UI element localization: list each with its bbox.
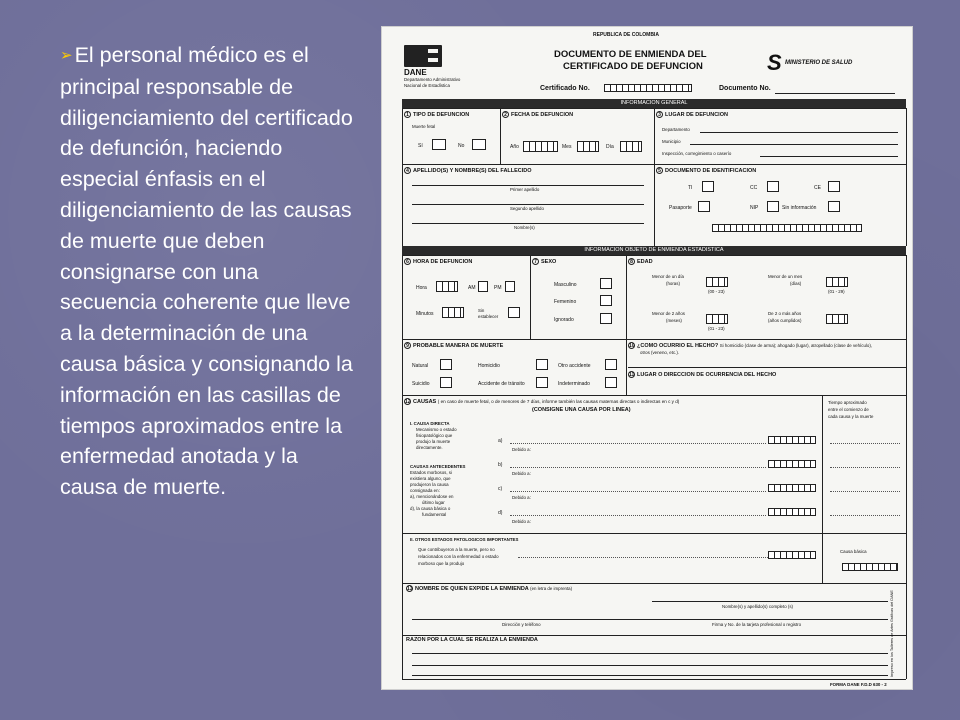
s9-otro-label: Otro accidente: [558, 363, 591, 369]
s12-directa-3: produjo la muerte: [416, 439, 451, 444]
s7-i-checkbox[interactable]: [600, 313, 612, 324]
s12-antec-4: consignada en:: [410, 488, 440, 493]
s13-nombre-label: Nombre(s) y apellido(s) completo (s): [722, 604, 794, 609]
s7-f-label: Femenino: [554, 299, 577, 305]
s12-directa-4: directamente.: [416, 445, 443, 450]
s12-header: 12 CAUSAS ( en caso de muerte fetal, o de menores de 7 días, informe también las causas maternas directas o indirectas en c y d): [405, 399, 680, 405]
s3-dep-label: Departamento: [662, 127, 690, 132]
doc-no-label: Documento No.: [719, 85, 771, 92]
s1-no-label: No: [458, 143, 465, 149]
s5-header: 5 DOCUMENTO DE IDENTIFICACION: [656, 167, 756, 174]
s5-nip-checkbox[interactable]: [767, 201, 779, 212]
cause-a-debido: Debido a:: [512, 447, 531, 452]
form-title-line2: CERTIFICADO DE DEFUNCION: [563, 61, 703, 72]
s11-header: 11 LUGAR O DIRECCION DE OCURRENCIA DEL HECHO: [629, 372, 777, 378]
s12-antec-6: último lugar: [422, 500, 445, 505]
causa-basica-field[interactable]: [842, 563, 898, 571]
dane-logo-icon: [404, 45, 442, 67]
s9-acc-label: Accidente de tránsito: [478, 381, 525, 387]
s13-dir-label: Dirección y teléfono: [502, 622, 541, 627]
s8-meses-field[interactable]: [706, 314, 728, 324]
s9-nat-label: Natural: [412, 363, 429, 369]
s9-acc-checkbox[interactable]: [536, 377, 548, 388]
s9-header: 9 PROBABLE MANERA DE MUERTE: [404, 342, 503, 349]
s8-d2a2: (años cumplidos): [768, 318, 802, 323]
s5-number-field[interactable]: [712, 224, 862, 232]
s8-md3: (00 - 23): [708, 289, 725, 294]
s5-ce-checkbox[interactable]: [828, 181, 840, 192]
republic-label: REPUBLICA DE COLOMBIA: [593, 32, 659, 38]
s6-hora-label: Hora: [416, 285, 427, 291]
s6-min-label: Minutos: [416, 311, 434, 317]
s7-i-label: Ignorado: [554, 317, 574, 323]
cert-no-label: Certificado No.: [540, 85, 590, 92]
s12-tiempo-2: entre el comienzo de: [828, 407, 869, 412]
s8-header: 8 EDAD: [628, 258, 653, 265]
s2-anio-field[interactable]: [523, 141, 558, 152]
s8-md2: (horas): [666, 281, 680, 286]
s4-a1-label: Primer apellido: [510, 187, 540, 192]
dane-sub1: Departamento Administrativo: [404, 77, 461, 82]
cause-b-debido: Debido a:: [512, 471, 531, 476]
s2-mes-label: Mes: [562, 144, 572, 150]
s5-cc-label: CC: [750, 185, 758, 191]
form-code: FORMA DANE F.D.D 630 - 2: [830, 682, 887, 687]
cause-d-letter: d): [498, 510, 503, 516]
s8-m2a3: (01 - 23): [708, 326, 725, 331]
dane-sub2: Nacional de Estadística: [404, 83, 450, 88]
s5-pas-checkbox[interactable]: [698, 201, 710, 212]
s12-directa-1: Mecanismo o estado: [416, 427, 457, 432]
s12-antec-0: CAUSAS ANTECEDENTES: [410, 464, 466, 469]
s6-min-field[interactable]: [442, 307, 464, 318]
s14-header: RAZON POR LA CUAL SE REALIZA LA ENMIENDA: [406, 637, 538, 643]
s7-f-checkbox[interactable]: [600, 295, 612, 306]
s6-hora-field[interactable]: [436, 281, 458, 292]
s4-nom-label: Nombre(s): [514, 225, 535, 230]
s9-sui-label: Suicidio: [412, 381, 430, 387]
dane-label: DANE: [404, 68, 427, 77]
s2-dia-label: Día: [606, 144, 614, 150]
cause-c-letter: c): [498, 486, 503, 492]
s12-tiempo-3: cada causa y la muerte: [828, 414, 874, 419]
s7-header: 7 SEXO: [532, 258, 556, 265]
s8-horas-field[interactable]: [706, 277, 728, 287]
ministry-label: MINISTERIO DE SALUD: [785, 60, 853, 66]
s1-si-label: Sí: [418, 143, 423, 149]
s6-header: 6 HORA DE DEFUNCION: [404, 258, 472, 265]
s6-am-checkbox[interactable]: [478, 281, 488, 292]
s2-anio-label: Año: [510, 144, 519, 150]
slide-paragraph: El personal médico es el principal responsable de diligenciamiento del certificado de defunción, haciendo especial énfasis en el diligenciamiento de las causas de muerte que deben consignarse con una secuencia coherente que lleve a la determinación de una causa básica y consignando la información en las casillas de tiempos aproximados entre la enfermedad anotada y la causa de muerte.: [60, 43, 353, 500]
s13-header: 13 NOMBRE DE QUIEN EXPIDE LA ENMIENDA (en letra de imprenta): [407, 586, 573, 592]
s5-sin-checkbox[interactable]: [828, 201, 840, 212]
otros-code[interactable]: [768, 551, 816, 559]
s8-m2a2: (meses): [666, 318, 682, 323]
s12-antec-3: produjeron la causa: [410, 482, 449, 487]
s3-insp-label: Inspección, corregimiento o caserío: [662, 151, 732, 156]
s12-consigne: (CONSIGNE UNA CAUSA POR LINEA): [532, 407, 631, 413]
s8-mm3: (01 - 29): [828, 289, 845, 294]
s12-otros-1: Que contribuyeron a la muerte, pero no: [418, 547, 495, 552]
ministry-logo-icon: S: [767, 50, 782, 75]
cause-b-letter: b): [498, 462, 503, 468]
s12-otros-2: relacionados con la enfermedad o estado: [418, 554, 499, 559]
s8-md1: Menor de un día: [652, 274, 684, 279]
s10-header: 10 ¿COMO OCURRIO EL HECHO? Si homicidio (clase de arma); ahogado (lugar), atropellado (clase de vehículo),: [629, 343, 873, 349]
stats-info-bar: INFORMACION OBJETO DE ENMIENDA ESTADISTICA: [402, 246, 906, 255]
s7-m-label: Masculino: [554, 282, 577, 288]
s5-ce-label: CE: [814, 185, 821, 191]
s4-a2-label: Segundo apellido: [510, 206, 544, 211]
s5-ti-checkbox[interactable]: [702, 181, 714, 192]
s8-anios-field[interactable]: [826, 314, 848, 324]
s1-si-checkbox[interactable]: [432, 139, 446, 150]
s9-hom-label: Homicidio: [478, 363, 500, 369]
s9-ind-checkbox[interactable]: [605, 377, 617, 388]
s2-header: 2 FECHA DE DEFUNCION: [502, 111, 573, 118]
s12-antec-5: a), mencionándose en: [410, 494, 454, 499]
cert-no-field[interactable]: [604, 84, 692, 92]
s12-basica: Causa básica: [840, 549, 867, 554]
s10-desc2: otros (veneno, etc.).: [640, 350, 680, 355]
s8-mm1: Menor de un mes: [768, 274, 803, 279]
s12-tiempo-1: Tiempo aproximado: [828, 400, 867, 405]
bullet-arrow-icon: ➢: [60, 47, 73, 64]
cause-d-debido: Debido a:: [512, 519, 531, 524]
s6-pm-label: PM: [494, 285, 502, 291]
s5-sin-label: Sin información: [782, 205, 817, 211]
s13-firma-label: Firma y No. de la tarjeta profesional o registro: [712, 622, 802, 627]
s4-header: 4 APELLIDO(S) Y NOMBRE(S) DEL FALLECIDO: [404, 167, 532, 174]
s5-cc-checkbox[interactable]: [767, 181, 779, 192]
s5-ti-label: TI: [688, 185, 693, 191]
s9-otro-checkbox[interactable]: [605, 359, 617, 370]
s2-dia-field[interactable]: [620, 141, 642, 152]
slide-text: [60, 40, 360, 503]
form-title-line1: DOCUMENTO DE ENMIENDA DEL: [554, 49, 707, 60]
s8-mm2: (días): [790, 281, 802, 286]
s8-m2a1: Menor de 2 años: [652, 311, 685, 316]
s9-hom-checkbox[interactable]: [536, 359, 548, 370]
s2-mes-field[interactable]: [577, 141, 599, 152]
s3-mun-label: Municipio: [662, 139, 681, 144]
cause-c-code[interactable]: [768, 484, 816, 492]
s1-fetal-label: Muerte fetal: [412, 124, 436, 129]
s1-no-checkbox[interactable]: [472, 139, 486, 150]
s9-nat-checkbox[interactable]: [440, 359, 452, 370]
s12-otros-3: morboso que la produjo: [418, 561, 465, 566]
s6-sin-checkbox[interactable]: [508, 307, 520, 318]
general-info-bar: INFORMACION GENERAL: [402, 99, 906, 108]
s12-directa-0: I. CAUSA DIRECTA: [410, 421, 450, 426]
s12-otros: II. OTROS ESTADOS PATOLOGICOS IMPORTANTES: [410, 537, 519, 542]
s6-am-label: AM: [468, 285, 476, 291]
cause-a-code[interactable]: [768, 436, 816, 444]
s9-ind-label: Indeterminado: [558, 381, 590, 387]
cause-b-code[interactable]: [768, 460, 816, 468]
s12-directa-2: fisiopatológico que: [416, 433, 453, 438]
s6-sin1-label: Sin: [478, 308, 485, 313]
s8-dias-field[interactable]: [826, 277, 848, 287]
s9-sui-checkbox[interactable]: [440, 377, 452, 388]
s1-header: 1 TIPO DE DEFUNCION: [404, 111, 469, 118]
s3-header: 3 LUGAR DE DEFUNCION: [656, 111, 728, 118]
death-certificate-form: [381, 26, 913, 690]
s6-pm-checkbox[interactable]: [505, 281, 515, 292]
s6-sin2-label: establecer: [478, 314, 499, 319]
s7-m-checkbox[interactable]: [600, 278, 612, 289]
s12-antec-1: Estados morbosos, si: [410, 470, 452, 475]
cause-a-letter: a): [498, 438, 503, 444]
s12-antec-8: fundamental: [422, 512, 447, 517]
s5-pas-label: Pasaporte: [669, 205, 692, 211]
s12-antec-7: d), la causa básica o: [410, 506, 451, 511]
s5-nip-label: NIP: [750, 205, 759, 211]
cause-c-debido: Debido a:: [512, 495, 531, 500]
cause-d-code[interactable]: [768, 508, 816, 516]
s12-antec-2: existiera alguno, que: [410, 476, 451, 481]
s8-d2a1: De 2 o más años: [768, 311, 802, 316]
side-print-note: Impreso en los Talleres de Artes Gráficas del DANE: [890, 590, 894, 677]
